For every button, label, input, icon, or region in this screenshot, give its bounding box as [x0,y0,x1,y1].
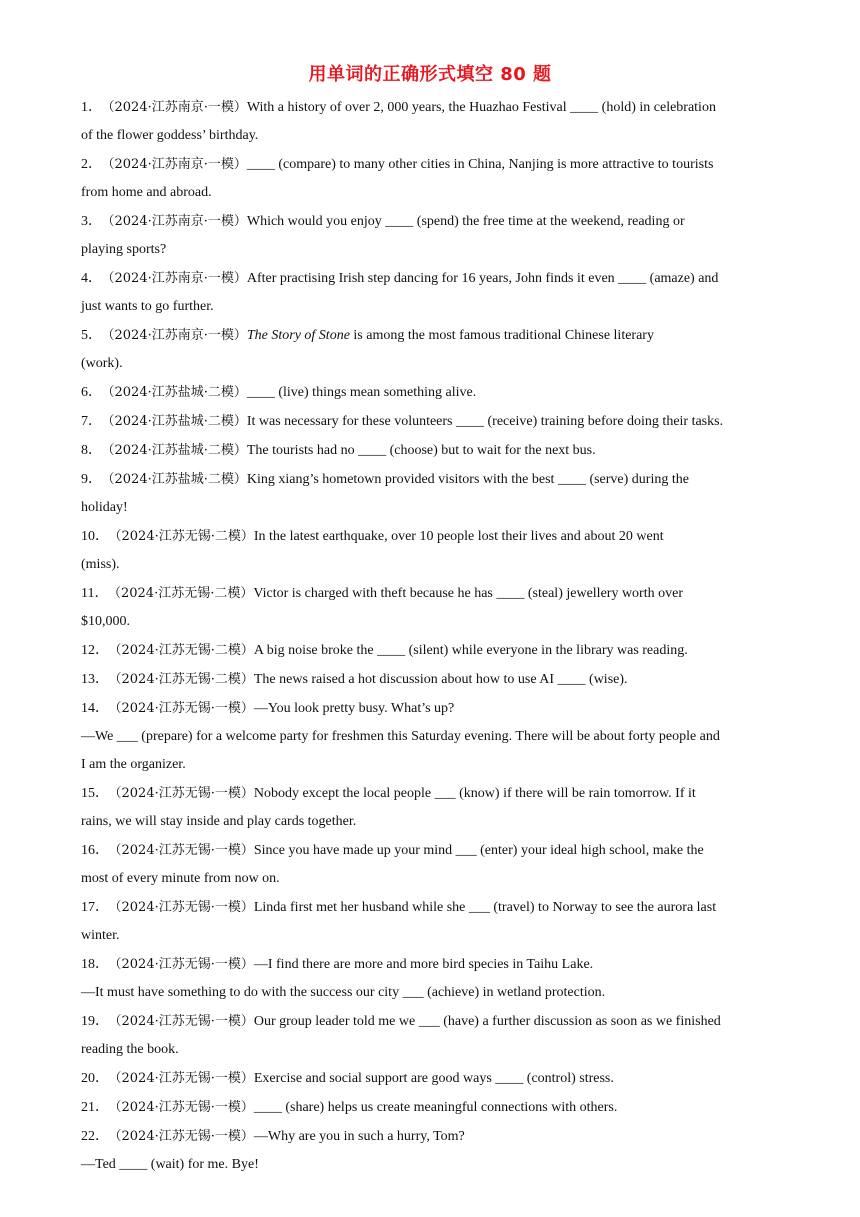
question-source: （2024·江苏南京·一模） [108,328,247,343]
question-first-line [81,94,786,122]
question-number: 15． [81,786,109,801]
question-text: ____ (share) helps us create meaningful connections with others. [253,1100,618,1115]
question-item [81,466,786,522]
question-source: （2024·江苏南京·一模） [108,271,247,286]
question-continuation: rains, we will stay inside and play cards together. [81,814,357,829]
question-first-line [81,437,786,465]
question-number: 3． [81,214,102,229]
question-number: 17． [81,900,109,915]
question-text: King xiang’s hometown provided visitors with the best ____ (serve) during the [246,472,689,487]
question-first-line [81,208,786,236]
question-source: （2024·江苏无锡·二模） [115,529,254,544]
question-source: （2024·江苏盐城·二模） [108,443,247,458]
question-source: （2024·江苏南京·一模） [108,214,247,229]
question-item [81,1065,786,1093]
question-first-line [81,837,786,865]
question-text: Since you have made up your mind ___ (enter) your ideal high school, make the [253,843,704,858]
question-first-line [81,322,786,350]
question-number: 11． [81,586,109,601]
question-item [81,580,786,636]
question-text: After practising Irish step dancing for 16 years, John finds it even ____ (amaze) and [246,271,719,286]
question-item [81,151,786,207]
question-text: With a history of over 2, 000 years, the Huazhao Festival ____ (hold) in celebration [246,100,716,115]
question-source: （2024·江苏无锡·一模） [115,1071,254,1086]
question-item [81,379,786,407]
question-number: 19． [81,1014,109,1029]
question-number: 8． [81,443,102,458]
question-number: 5． [81,328,102,343]
question-item [81,94,786,150]
question-number: 20． [81,1071,109,1086]
question-first-line [81,695,786,723]
question-number: 18． [81,957,109,972]
question-item [81,322,786,378]
question-number: 16． [81,843,109,858]
question-continuation: (work). [81,356,123,371]
question-first-line [81,666,786,694]
question-continuation: reading the book. [81,1042,179,1057]
question-item [81,894,786,950]
question-source: （2024·江苏无锡·二模） [114,586,254,601]
question-continuation: playing sports? [81,242,167,257]
question-source: （2024·江苏无锡·一模） [115,900,254,915]
question-first-line [81,1094,786,1122]
question-item [81,780,786,836]
question-first-line [81,408,786,436]
question-number: 10． [81,529,109,544]
question-first-line [81,1123,786,1151]
question-first-line [81,379,786,407]
question-item [81,523,786,579]
question-continuation: holiday! [81,500,128,515]
question-text: Exercise and social support are good ways ____ (control) stress. [253,1071,614,1086]
question-item [81,837,786,893]
question-text: Victor is charged with theft because he has ____ (steal) jewellery worth over [253,586,683,601]
question-item [81,666,786,694]
question-text: Nobody except the local people ___ (know) if there will be rain tomorrow. If it [253,786,696,801]
question-item [81,265,786,321]
question-number: 12． [81,643,109,658]
question-continuation: of the flower goddess’ birthday. [81,128,259,143]
question-continuation: just wants to go further. [81,299,214,314]
question-continuation: —It must have something to do with the success our city ___ (achieve) in wetland protection. [81,985,606,1000]
question-text: The tourists had no ____ (choose) but to wait for the next bus. [246,443,596,458]
question-item [81,695,786,779]
question-source: （2024·江苏无锡·一模） [115,957,254,972]
question-first-line [81,1008,786,1036]
question-text: —You look pretty busy. What’s up? [253,701,455,716]
question-text: Linda first met her husband while she ___ (travel) to Norway to see the aurora last [253,900,717,915]
question-source: （2024·江苏无锡·一模） [115,701,254,716]
question-source: （2024·江苏南京·一模） [108,100,247,115]
question-source: （2024·江苏盐城·二模） [108,385,247,400]
question-source: （2024·江苏盐城·二模） [108,472,247,487]
question-text: is among the most famous traditional Chinese literary [349,328,654,343]
question-item [81,1123,786,1179]
question-number: 1． [81,100,102,115]
question-first-line [81,580,786,608]
question-text: —I find there are more and more bird species in Taihu Lake. [253,957,594,972]
question-text: ____ (live) things mean something alive. [246,385,477,400]
question-continuation: (miss). [81,557,120,572]
question-first-line [81,951,786,979]
question-number: 2． [81,157,102,172]
question-first-line [81,1065,786,1093]
question-item [81,1008,786,1064]
question-continuation: most of every minute from now on. [81,871,280,886]
question-item [81,1094,786,1122]
question-list [81,94,786,1180]
question-item [81,208,786,264]
question-first-line [81,466,786,494]
question-continuation: —We ___ (prepare) for a welcome party for freshmen this Saturday evening. There will be about forty people and [81,729,720,744]
question-number: 4． [81,271,102,286]
question-text: Which would you enjoy ____ (spend) the free time at the weekend, reading or [246,214,685,229]
question-source: （2024·江苏无锡·一模） [115,843,254,858]
question-first-line [81,151,786,179]
question-text: The news raised a hot discussion about how to use AI ____ (wise). [253,672,628,687]
question-first-line [81,637,786,665]
question-first-line [81,523,786,551]
question-source: （2024·江苏无锡·二模） [115,672,254,687]
question-book-title: The Story of Stone [246,328,350,343]
question-continuation: winter. [81,928,120,943]
question-text: —Why are you in such a hurry, Tom? [253,1129,465,1144]
question-first-line [81,265,786,293]
question-continuation: from home and abroad. [81,185,212,200]
question-text: It was necessary for these volunteers ____ (receive) training before doing their tasks. [246,414,724,429]
question-number: 13． [81,672,109,687]
question-source: （2024·江苏无锡·一模） [115,1100,254,1115]
question-number: 9． [81,472,102,487]
question-first-line [81,780,786,808]
question-text: Our group leader told me we ___ (have) a further discussion as soon as we finished [253,1014,721,1029]
question-source: （2024·江苏南京·一模） [108,157,247,172]
question-item [81,951,786,1007]
question-continuation: —Ted ____ (wait) for me. Bye! [81,1157,259,1172]
question-source: （2024·江苏盐城·二模） [108,414,247,429]
question-item [81,637,786,665]
question-text: ____ (compare) to many other cities in China, Nanjing is more attractive to tourists [246,157,714,172]
question-number: 22． [81,1129,109,1144]
question-continuation: I am the organizer. [81,757,186,772]
question-number: 14． [81,701,109,716]
question-number: 21． [81,1100,109,1115]
question-text: In the latest earthquake, over 10 people lost their lives and about 20 went [253,529,664,544]
question-number: 6． [81,385,102,400]
question-number: 7． [81,414,102,429]
question-item [81,437,786,465]
page-title: 用单词的正确形式填空 80 题 [308,64,552,85]
question-source: （2024·江苏无锡·二模） [115,643,254,658]
question-item [81,408,786,436]
question-text: A big noise broke the ____ (silent) while everyone in the library was reading. [253,643,688,658]
question-source: （2024·江苏无锡·一模） [115,1014,254,1029]
question-source: （2024·江苏无锡·一模） [115,786,254,801]
question-first-line [81,894,786,922]
question-continuation: $10,000. [81,614,130,629]
question-source: （2024·江苏无锡·一模） [115,1129,254,1144]
